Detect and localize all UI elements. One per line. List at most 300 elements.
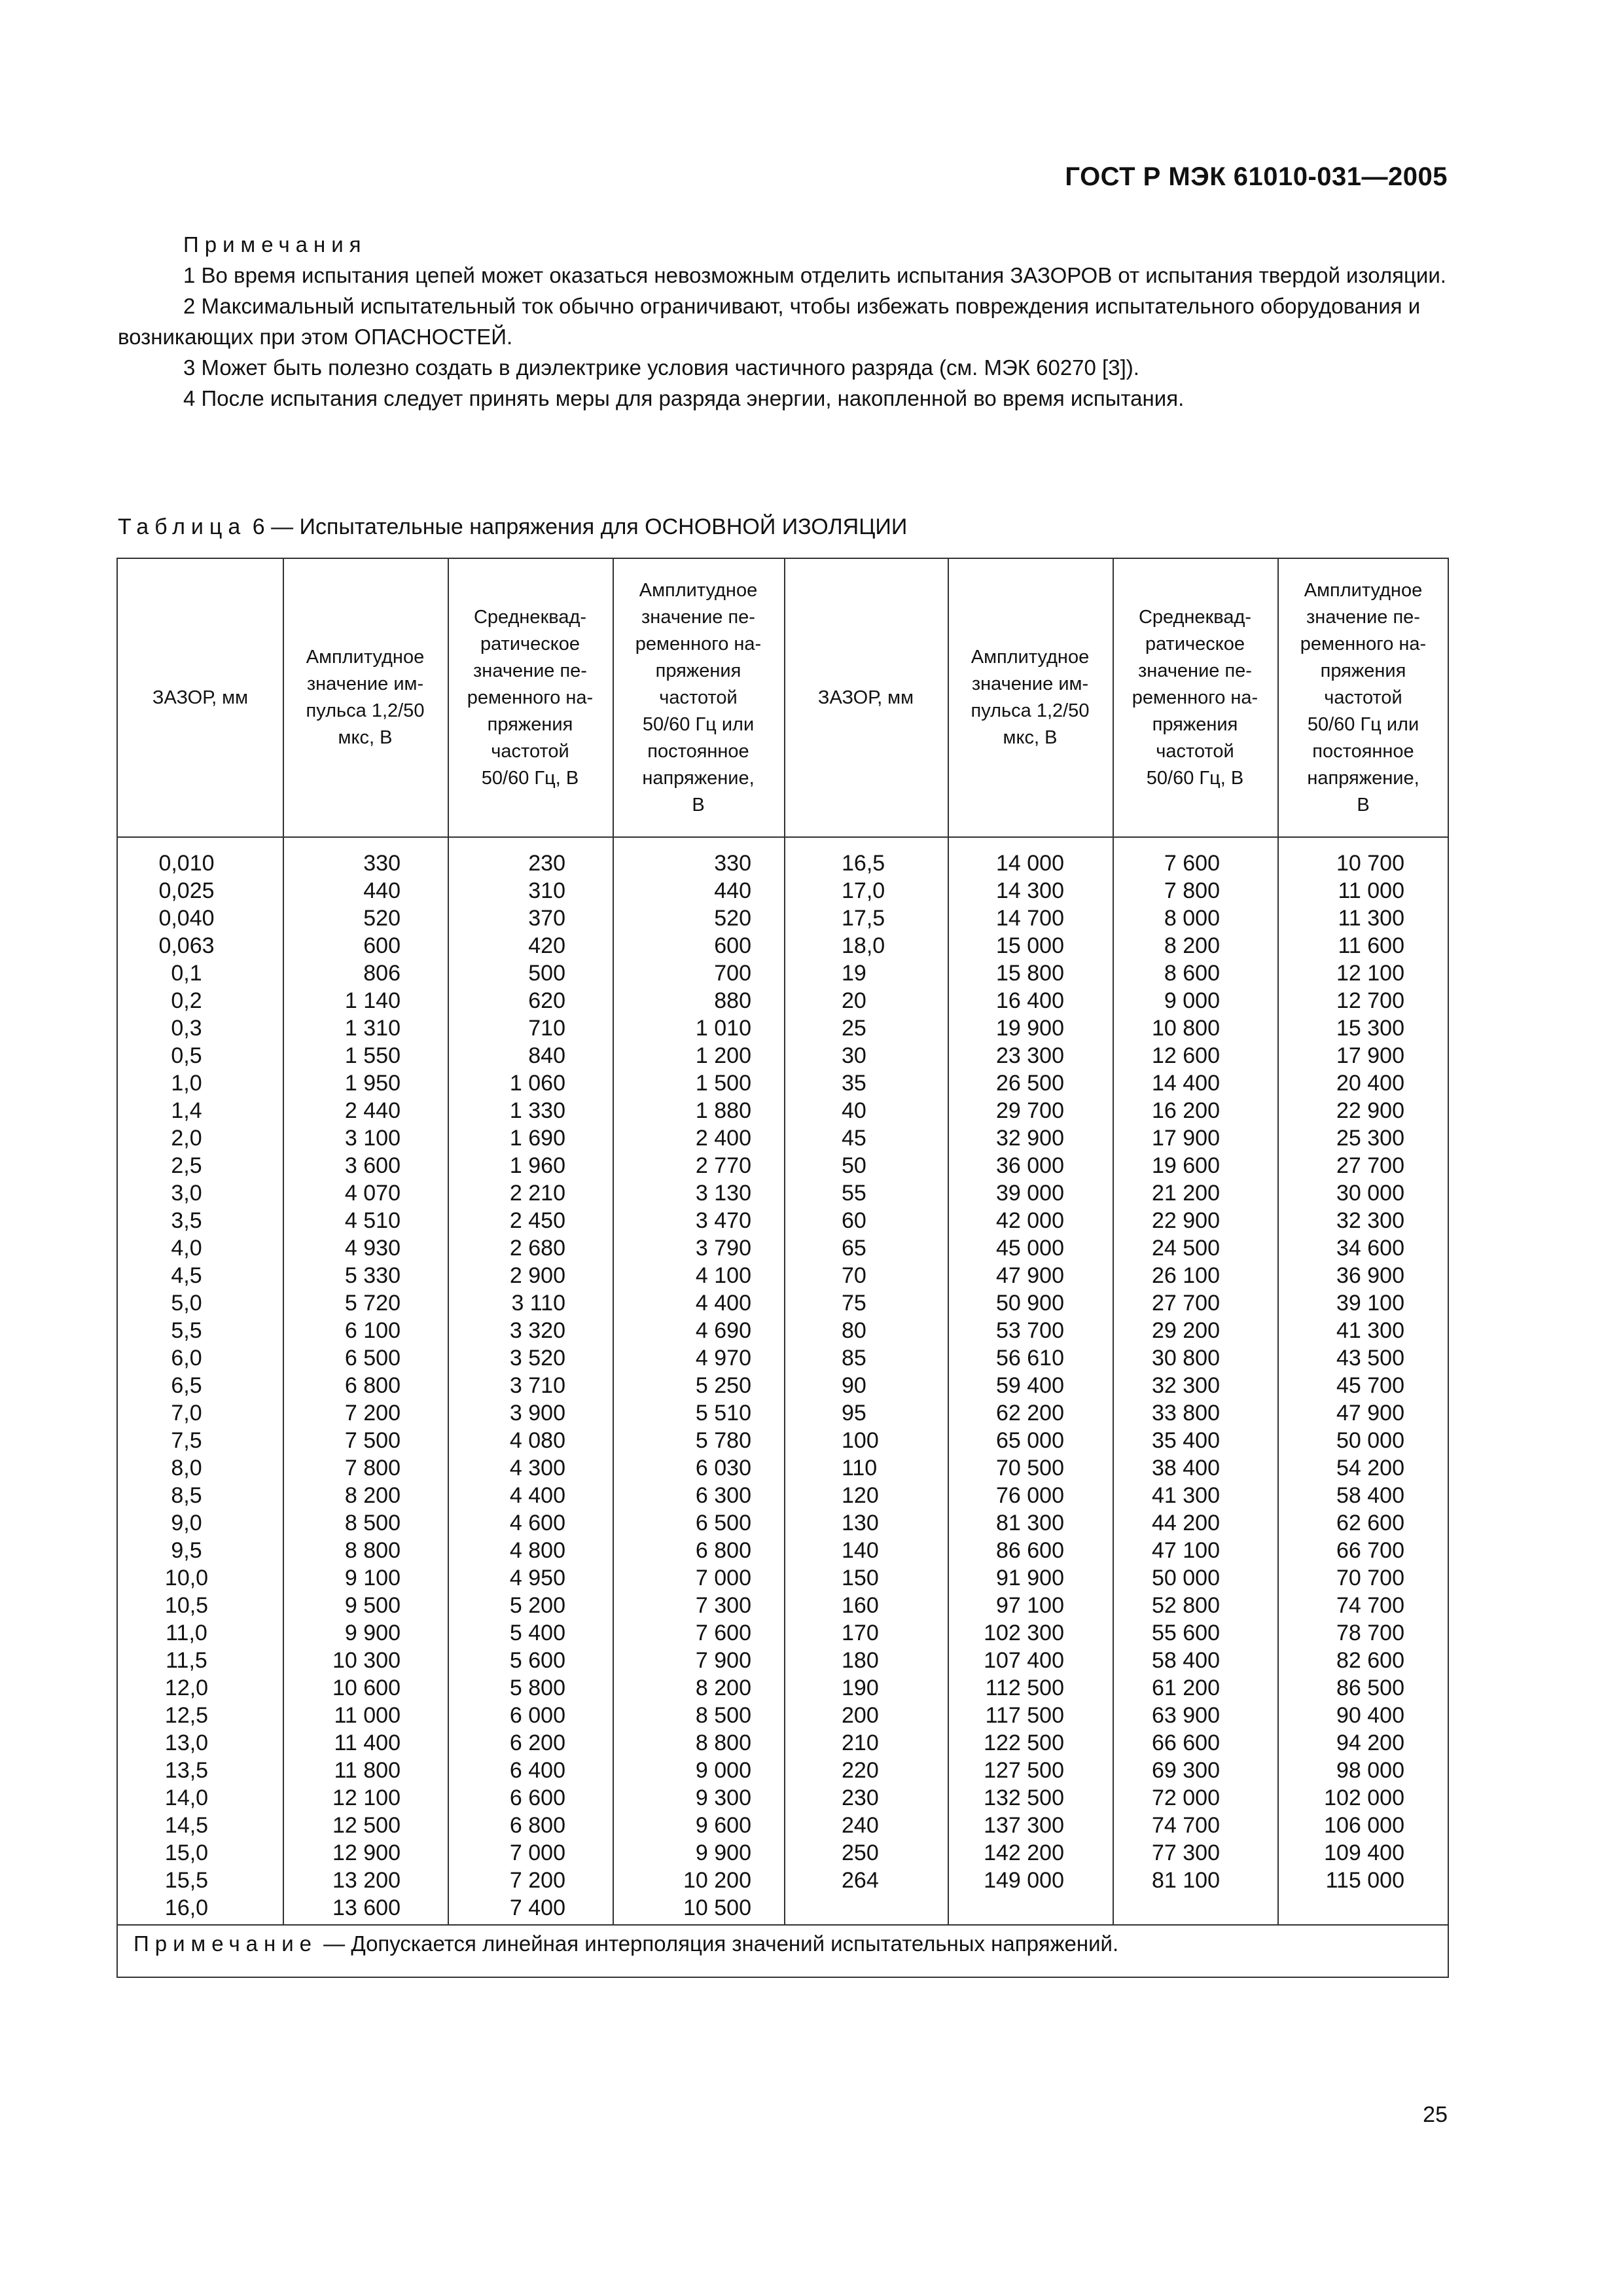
table-cell: 0,063: [158, 933, 215, 958]
table-cell: 180: [842, 1648, 879, 1673]
table-cell: 21 200: [1152, 1181, 1220, 1206]
table-cell: 140: [842, 1538, 879, 1563]
document-header-title: ГОСТ Р МЭК 61010-031—2005: [1065, 162, 1448, 191]
table-cell: 0,025: [158, 878, 215, 903]
header-divider: [118, 836, 1448, 838]
table-cell: 1 010: [695, 1016, 751, 1041]
table-cell: 32 300: [1152, 1373, 1220, 1398]
table-cell: 264: [842, 1868, 879, 1893]
table-cell: 5 330: [344, 1263, 401, 1288]
table-cell: 10 700: [1336, 851, 1404, 876]
table-cell: 4 970: [695, 1346, 751, 1371]
table-cell: 330: [714, 851, 751, 876]
table-cell: 149 000: [984, 1868, 1064, 1893]
table-cell: 3,5: [171, 1208, 202, 1233]
table-cell: 2 770: [695, 1153, 751, 1178]
table-cell: 107 400: [984, 1648, 1064, 1673]
table-cell: 25 300: [1336, 1126, 1404, 1151]
table-cell: 8 500: [344, 1511, 401, 1535]
table-cell: 3 710: [509, 1373, 565, 1398]
table-cell: 22 900: [1152, 1208, 1220, 1233]
table-cell: 39 000: [996, 1181, 1064, 1206]
table-cell: 24 500: [1152, 1236, 1220, 1261]
table-cell: 1 880: [695, 1098, 751, 1123]
table-cell: 15 800: [996, 961, 1064, 986]
note-item: 4 После испытания следует принять меры для разряда энергии, накопленной во время испытания.: [183, 386, 1185, 410]
table-cell: 12,5: [164, 1703, 209, 1728]
table-cell: 22 900: [1336, 1098, 1404, 1123]
table-cell: 1,4: [171, 1098, 202, 1123]
table-cell: 65 000: [996, 1428, 1064, 1453]
table-cell: 62 200: [996, 1401, 1064, 1426]
table-cell: 2,0: [171, 1126, 202, 1151]
table-cell: 4,5: [171, 1263, 202, 1288]
table-cell: 330: [363, 851, 401, 876]
table-cell: 7 200: [344, 1401, 401, 1426]
table-cell: 110: [842, 1456, 878, 1480]
table-cell: 132 500: [984, 1785, 1064, 1810]
table-cell: 11 000: [1338, 878, 1404, 903]
table-cell: 112 500: [985, 1676, 1064, 1700]
table-cell: 43 500: [1336, 1346, 1404, 1371]
table-cell: 150: [842, 1566, 879, 1590]
table-cell: 13 600: [332, 1895, 401, 1920]
table-cell: 11 800: [334, 1758, 401, 1783]
table-cell: 1 950: [344, 1071, 401, 1096]
table-cell: 53 700: [996, 1318, 1064, 1343]
table-cell: 8 200: [695, 1676, 751, 1700]
table-cell: 70: [842, 1263, 866, 1288]
table-cell: 27 700: [1336, 1153, 1404, 1178]
table-cell: 35 400: [1152, 1428, 1220, 1453]
table-cell: 13 200: [332, 1868, 401, 1893]
page-number: 25: [1423, 2102, 1448, 2127]
table-cell: 9 600: [695, 1813, 751, 1838]
table-column-rms-1: [484, 850, 565, 1922]
table-cell: 6 100: [344, 1318, 401, 1343]
table-cell: 86 500: [1336, 1676, 1404, 1700]
table-cell: 56 610: [996, 1346, 1064, 1371]
table-cell: 70 700: [1336, 1566, 1404, 1590]
table-cell: 8 000: [1164, 906, 1220, 931]
column-header-impulse: Амплитудное значение им- пульса 1,2/50 мкс, В: [306, 647, 425, 748]
table-cell: 137 300: [984, 1813, 1064, 1838]
table-cell: 47 900: [996, 1263, 1064, 1288]
table-cell: 5 800: [509, 1676, 565, 1700]
table-cell: 4 950: [509, 1566, 565, 1590]
table-cell: 6 800: [509, 1813, 565, 1838]
table-cell: 97 100: [996, 1593, 1064, 1618]
notes-title: Примечания: [183, 232, 367, 257]
table-cell: 3 130: [695, 1181, 751, 1206]
table-cell: 620: [528, 988, 565, 1013]
table-cell: 16 200: [1152, 1098, 1220, 1123]
table-cell: 12 700: [1336, 988, 1404, 1013]
table-cell: 50 000: [1336, 1428, 1404, 1453]
table-cell: 100: [842, 1428, 879, 1453]
table-cell: 5,5: [171, 1318, 202, 1343]
table-column-peak-2: [1300, 850, 1404, 1894]
table-cell: 1 330: [509, 1098, 565, 1123]
table-cell: 39 100: [1336, 1291, 1404, 1316]
table-cell: 45 700: [1336, 1373, 1404, 1398]
table-cell: 210: [842, 1731, 879, 1755]
table-cell: 75: [842, 1291, 866, 1316]
table-cell: 4 070: [344, 1181, 401, 1206]
table-cell: 10 500: [683, 1895, 751, 1920]
table-cell: 1 200: [695, 1043, 751, 1068]
table-cell: 0,010: [158, 851, 215, 876]
table-cell: 91 900: [996, 1566, 1064, 1590]
table-cell: 14,0: [164, 1785, 209, 1810]
note-item: 3 Может быть полезно создать в диэлектрике условия частичного разряда (см. МЭК 60270 [3]).: [183, 355, 1139, 380]
table-cell: 70 500: [996, 1456, 1064, 1480]
table-cell: 11 400: [334, 1731, 401, 1755]
table-footnote-label: Примечание: [134, 1931, 318, 1956]
table-cell: 4 300: [509, 1456, 565, 1480]
table-cell: 47 900: [1336, 1401, 1404, 1426]
table-cell: 5 510: [695, 1401, 751, 1426]
table-cell: 1 690: [509, 1126, 565, 1151]
table-cell: 47 100: [1152, 1538, 1220, 1563]
table-cell: 8 200: [1164, 933, 1220, 958]
table-column-gap-2: [842, 850, 920, 1894]
table-cell: 95: [842, 1401, 866, 1426]
table-cell: 90: [842, 1373, 866, 1398]
table-cell: 15 300: [1336, 1016, 1404, 1041]
table-cell: 440: [363, 878, 401, 903]
table-caption-text: 6 — Испытательные напряжения для ОСНОВНОЙ ИЗОЛЯЦИИ: [246, 514, 908, 539]
table-cell: 17,0: [842, 878, 885, 903]
table-cell: 9 000: [695, 1758, 751, 1783]
table-cell: 1 500: [695, 1071, 751, 1096]
table-cell: 13,0: [164, 1731, 209, 1755]
table-cell: 29 700: [996, 1098, 1064, 1123]
table-cell: 5 600: [509, 1648, 565, 1673]
table-cell: 15,0: [164, 1840, 209, 1865]
table-cell: 40: [842, 1098, 866, 1123]
voltage-table: [116, 558, 1449, 1978]
table-cell: 14 000: [996, 851, 1064, 876]
table-cell: 10 600: [332, 1676, 401, 1700]
table-cell: 5 780: [695, 1428, 751, 1453]
table-cell: 840: [528, 1043, 565, 1068]
table-cell: 106 000: [1324, 1813, 1404, 1838]
table-cell: 50: [842, 1153, 866, 1178]
table-cell: 6 000: [509, 1703, 565, 1728]
table-cell: 81 300: [996, 1511, 1064, 1535]
table-cell: 7 800: [344, 1456, 401, 1480]
table-cell: 66 600: [1152, 1731, 1220, 1755]
table-cell: 420: [528, 933, 565, 958]
table-column-rms-2: [1139, 850, 1220, 1894]
table-cell: 12,0: [164, 1676, 209, 1700]
table-footnote-text: — Допускается линейная интерполяция значений испытательных напряжений.: [317, 1931, 1119, 1956]
table-cell: 880: [714, 988, 751, 1013]
table-cell: 6 200: [509, 1731, 565, 1755]
table-cell: 9 100: [344, 1566, 401, 1590]
table-cell: 72 000: [1152, 1785, 1220, 1810]
table-cell: 14 700: [996, 906, 1064, 931]
table-cell: 160: [842, 1593, 879, 1618]
table-cell: 81 100: [1152, 1868, 1220, 1893]
table-cell: 52 800: [1152, 1593, 1220, 1618]
table-cell: 4 930: [344, 1236, 401, 1261]
table-cell: 18,0: [842, 933, 885, 958]
table-cell: 8,0: [171, 1456, 202, 1480]
table-cell: 30 000: [1336, 1181, 1404, 1206]
table-cell: 7 500: [344, 1428, 401, 1453]
table-cell: 3 470: [695, 1208, 751, 1233]
table-cell: 4 690: [695, 1318, 751, 1343]
table-cell: 12 600: [1152, 1043, 1220, 1068]
table-caption: [118, 514, 907, 540]
table-cell: 200: [842, 1703, 879, 1728]
table-cell: 19 600: [1152, 1153, 1220, 1178]
table-cell: 2 400: [695, 1126, 751, 1151]
table-cell: 50 000: [1152, 1566, 1220, 1590]
table-cell: 122 500: [984, 1731, 1064, 1755]
table-cell: 8 500: [695, 1703, 751, 1728]
table-cell: 12 900: [332, 1840, 401, 1865]
table-cell: 4 080: [509, 1428, 565, 1453]
table-cell: 0,2: [171, 988, 202, 1013]
table-cell: 90 400: [1336, 1703, 1404, 1728]
table-cell: 3 100: [344, 1126, 401, 1151]
table-cell: 7,5: [171, 1428, 202, 1453]
table-caption-label: Таблица: [118, 514, 247, 539]
table-cell: 5 720: [344, 1291, 401, 1316]
table-cell: 8 800: [695, 1731, 751, 1755]
table-cell: 59 400: [996, 1373, 1064, 1398]
table-cell: 3 790: [695, 1236, 751, 1261]
table-cell: 6 800: [344, 1373, 401, 1398]
note-divider: [118, 1924, 1448, 1926]
table-cell: 117 500: [985, 1703, 1064, 1728]
table-cell: 4 800: [509, 1538, 565, 1563]
table-cell: 61 200: [1152, 1676, 1220, 1700]
table-cell: 4 600: [509, 1511, 565, 1535]
table-cell: 600: [363, 933, 401, 958]
table-cell: 1 960: [509, 1153, 565, 1178]
table-cell: 250: [842, 1840, 879, 1865]
table-column-peak-1: [648, 850, 751, 1922]
table-cell: 19 900: [996, 1016, 1064, 1041]
table-cell: 8 800: [344, 1538, 401, 1563]
table-cell: 58 400: [1152, 1648, 1220, 1673]
table-cell: 440: [714, 878, 751, 903]
table-cell: 7 900: [695, 1648, 751, 1673]
table-cell: 142 200: [984, 1840, 1064, 1865]
table-cell: 1 310: [344, 1016, 401, 1041]
table-column-gap-1: [144, 850, 229, 1922]
table-cell: 9,5: [171, 1538, 202, 1563]
table-cell: 310: [528, 878, 565, 903]
notes-block: [118, 229, 1448, 414]
table-cell: 9 500: [344, 1593, 401, 1618]
table-cell: 32 300: [1336, 1208, 1404, 1233]
table-cell: 14 300: [996, 878, 1064, 903]
table-column-impulse-1: [314, 850, 401, 1922]
table-cell: 500: [528, 961, 565, 986]
table-cell: 4 100: [695, 1263, 751, 1288]
table-cell: 86 600: [996, 1538, 1064, 1563]
table-cell: 6 500: [695, 1511, 751, 1535]
table-cell: 12 100: [332, 1785, 401, 1810]
table-cell: 15 000: [996, 933, 1064, 958]
table-cell: 20: [842, 988, 866, 1013]
table-cell: 4 400: [695, 1291, 751, 1316]
table-cell: 74 700: [1336, 1593, 1404, 1618]
table-cell: 102 300: [984, 1621, 1064, 1645]
table-cell: 77 300: [1152, 1840, 1220, 1865]
table-cell: 41 300: [1336, 1318, 1404, 1343]
table-cell: 11 300: [1338, 906, 1404, 931]
table-cell: 32 900: [996, 1126, 1064, 1151]
table-cell: 7 800: [1164, 878, 1220, 903]
table-cell: 16,0: [164, 1895, 209, 1920]
table-cell: 27 700: [1152, 1291, 1220, 1316]
table-cell: 85: [842, 1346, 866, 1371]
table-cell: 5 400: [509, 1621, 565, 1645]
table-cell: 34 600: [1336, 1236, 1404, 1261]
table-cell: 4 510: [344, 1208, 401, 1233]
table-cell: 7,0: [171, 1401, 202, 1426]
table-cell: 5,0: [171, 1291, 202, 1316]
table-cell: 16,5: [842, 851, 885, 876]
note-item: 2 Максимальный испытательный ток обычно ограничивают, чтобы избежать повреждения испытательного оборудования и возникающих при этом ОПАСНОСТЕЙ.: [118, 294, 1421, 349]
table-cell: 98 000: [1336, 1758, 1404, 1783]
table-cell: 0,1: [171, 961, 202, 986]
table-cell: 4,0: [171, 1236, 202, 1261]
table-cell: 12 500: [332, 1813, 401, 1838]
table-cell: 6 600: [509, 1785, 565, 1810]
table-cell: 13,5: [164, 1758, 209, 1783]
table-cell: 0,5: [171, 1043, 202, 1068]
table-cell: 63 900: [1152, 1703, 1220, 1728]
table-cell: 710: [528, 1016, 565, 1041]
table-cell: 806: [363, 961, 401, 986]
table-cell: 1 140: [344, 988, 401, 1013]
table-cell: 19: [842, 961, 866, 986]
table-cell: 190: [842, 1676, 879, 1700]
table-cell: 8 200: [344, 1483, 401, 1508]
table-cell: 26 100: [1152, 1263, 1220, 1288]
table-cell: 0,3: [171, 1016, 202, 1041]
column-header-impulse: Амплитудное значение им- пульса 1,2/50 мкс, В: [971, 647, 1090, 748]
table-cell: 69 300: [1152, 1758, 1220, 1783]
table-cell: 3 600: [344, 1153, 401, 1178]
table-cell: 74 700: [1152, 1813, 1220, 1838]
column-header-rms: Среднеквад- ратическое значение пе- ременного на- пряжения частотой 50/60 Гц, В: [467, 606, 594, 789]
table-cell: 7 400: [509, 1895, 565, 1920]
table-cell: 80: [842, 1318, 866, 1343]
table-cell: 94 200: [1336, 1731, 1404, 1755]
table-cell: 15,5: [164, 1868, 209, 1893]
table-cell: 45: [842, 1126, 866, 1151]
table-cell: 30: [842, 1043, 866, 1068]
table-cell: 6 800: [695, 1538, 751, 1563]
table-cell: 520: [363, 906, 401, 931]
table-cell: 2 440: [344, 1098, 401, 1123]
table-cell: 14,5: [164, 1813, 209, 1838]
table-cell: 76 000: [996, 1483, 1064, 1508]
table-cell: 54 200: [1336, 1456, 1404, 1480]
table-cell: 65: [842, 1236, 866, 1261]
column-header-gap: ЗАЗОР, мм: [817, 687, 914, 708]
table-cell: 9,0: [171, 1511, 202, 1535]
table-cell: 4 400: [509, 1483, 565, 1508]
table-cell: 10 200: [683, 1868, 751, 1893]
table-cell: 9 300: [695, 1785, 751, 1810]
table-cell: 60: [842, 1208, 866, 1233]
table-cell: 240: [842, 1813, 879, 1838]
table-cell: 1 550: [344, 1043, 401, 1068]
table-cell: 700: [714, 961, 751, 986]
table-cell: 6,0: [171, 1346, 202, 1371]
table-cell: 3 110: [511, 1291, 565, 1316]
table-cell: 6,5: [171, 1373, 202, 1398]
table-cell: 130: [842, 1511, 879, 1535]
table-cell: 11,5: [166, 1648, 207, 1673]
table-cell: 6 400: [509, 1758, 565, 1783]
table-column-impulse-2: [966, 850, 1064, 1894]
table-cell: 8 600: [1164, 961, 1220, 986]
table-cell: 3 520: [509, 1346, 565, 1371]
table-cell: 120: [842, 1483, 879, 1508]
table-cell: 38 400: [1152, 1456, 1220, 1480]
column-header-peak-ac-dc: Амплитудное значение пе- ременного на- пряжения частотой 50/60 Гц или постоянное напряжение, В: [635, 579, 762, 816]
table-cell: 6 500: [344, 1346, 401, 1371]
table-cell: 62 600: [1336, 1511, 1404, 1535]
table-cell: 127 500: [984, 1758, 1064, 1783]
table-cell: 3 320: [509, 1318, 565, 1343]
table-cell: 26 500: [996, 1071, 1064, 1096]
table-cell: 23 300: [996, 1043, 1064, 1068]
table-cell: 2 450: [509, 1208, 565, 1233]
table-cell: 20 400: [1336, 1071, 1404, 1096]
table-cell: 10,0: [164, 1566, 209, 1590]
table-cell: 55: [842, 1181, 866, 1206]
table-cell: 7 000: [695, 1566, 751, 1590]
table-cell: 41 300: [1152, 1483, 1220, 1508]
table-cell: 102 000: [1324, 1785, 1404, 1810]
table-cell: 11,0: [166, 1621, 207, 1645]
table-cell: 36 900: [1336, 1263, 1404, 1288]
table-cell: 7 300: [695, 1593, 751, 1618]
table-cell: 11 000: [334, 1703, 401, 1728]
table-cell: 29 200: [1152, 1318, 1220, 1343]
table-cell: 2 210: [509, 1181, 565, 1206]
table-cell: 25: [842, 1016, 866, 1041]
column-header-gap: ЗАЗОР, мм: [152, 687, 249, 708]
table-cell: 520: [714, 906, 751, 931]
table-cell: 600: [714, 933, 751, 958]
table-cell: 35: [842, 1071, 866, 1096]
table-cell: 6 300: [695, 1483, 751, 1508]
table-cell: 10 300: [332, 1648, 401, 1673]
table-cell: 3,0: [171, 1181, 202, 1206]
table-cell: 1 060: [509, 1071, 565, 1096]
table-cell: 16 400: [996, 988, 1064, 1013]
table-cell: 30 800: [1152, 1346, 1220, 1371]
table-cell: 2 900: [509, 1263, 565, 1288]
table-cell: 7 600: [695, 1621, 751, 1645]
table-cell: 55 600: [1152, 1621, 1220, 1645]
table-cell: 58 400: [1336, 1483, 1404, 1508]
table-cell: 11 600: [1338, 933, 1404, 958]
table-cell: 36 000: [996, 1153, 1064, 1178]
